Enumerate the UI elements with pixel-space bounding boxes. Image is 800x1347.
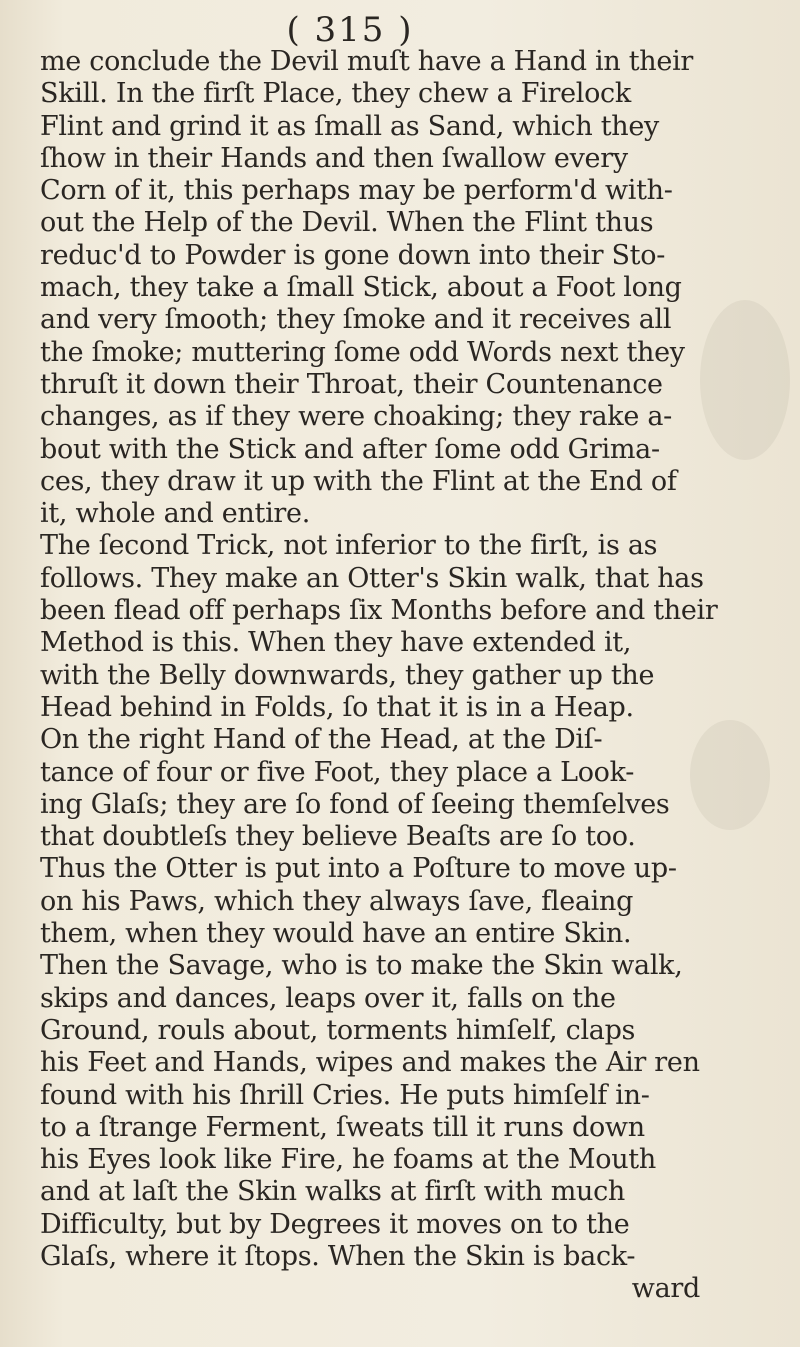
text-line: changes, as if they were choaking; they rake a- [40,401,672,433]
text-line: On the right Hand of the Head, at the Diſ- [40,724,603,756]
text-line: his Eyes look like Fire, he foams at the Mouth [40,1144,656,1176]
text-line: out the Help of the Devil. When the Flint thus [40,207,654,239]
text-line: skips and dances, leaps over it, falls on the [40,982,616,1014]
text-line: The ſecond Trick, not inferior to the firſt, is as [40,530,658,562]
text-line: it, whole and entire. [40,498,310,530]
text-line: Thus the Otter is put into a Poſture to move up- [40,853,677,885]
text-line: Method is this. When they have extended it, [40,627,632,659]
text-line: with the Belly downwards, they gather up the [40,659,655,691]
text-line: and very ſmooth; they ſmoke and it receives all [40,304,672,336]
text-line: me conclude the Devil muſt have a Hand in their [40,46,694,77]
text-line: Then the Savage, who is to make the Skin walk, [40,950,683,982]
text-line: follows. They make an Otter's Skin walk, that has [40,562,704,594]
text-line: Difficulty, but by Degrees it moves on to the [40,1208,630,1240]
text-line: Skill. In the firſt Place, they chew a Firelock [40,78,631,110]
text-line: found with his ſhrill Cries. He puts himſelf in- [40,1079,650,1111]
body-text [40,46,730,1306]
text-line: been flead off perhaps ſix Months before and their [40,595,718,627]
text-line: thruſt it down their Throat, their Countenance [40,368,663,400]
text-line: ſhow in their Hands and then ſwallow every [40,142,628,174]
text-line: the ſmoke; muttering ſome odd Words next they [40,336,685,368]
text-line: Glaſs, where it ſtops. When the Skin is back- [40,1240,636,1272]
text-line: his Feet and Hands, wipes and makes the Air ren [40,1047,700,1079]
text-line: them, when they would have an entire Skin. [40,918,632,950]
text-line: Head behind in Folds, ſo that it is in a Heap. [40,691,634,723]
text-line: Corn of it, this perhaps may be perform'd with- [40,175,673,207]
text-line: to a ſtrange Ferment, ſweats till it runs down [40,1111,645,1143]
text-line: ing Glaſs; they are ſo fond of ſeeing themſelves [40,788,670,820]
text-line: bout with the Stick and after ſome odd Grima- [40,433,660,465]
text-line: ces, they draw it up with the Flint at the End of [40,465,677,497]
page-number: ( 315 ) [286,10,414,50]
text-line: Ground, rouls about, torments himſelf, claps [40,1014,636,1046]
text-line: that doubtleſs they believe Beaſts are ſo too. [40,821,636,853]
text-line: Flint and grind it as ſmall as Sand, which they [40,110,659,142]
text-line: and at laſt the Skin walks at firſt with much [40,1176,626,1208]
text-line: tance of four or five Foot, they place a Look- [40,756,635,788]
catchword: ward [631,1273,700,1305]
text-line: on his Paws, which they always ſave, fleaing [40,885,634,917]
text-line: mach, they take a ſmall Stick, about a Foot long [40,272,682,304]
text-line: reduc'd to Powder is gone down into their Sto- [40,239,666,271]
